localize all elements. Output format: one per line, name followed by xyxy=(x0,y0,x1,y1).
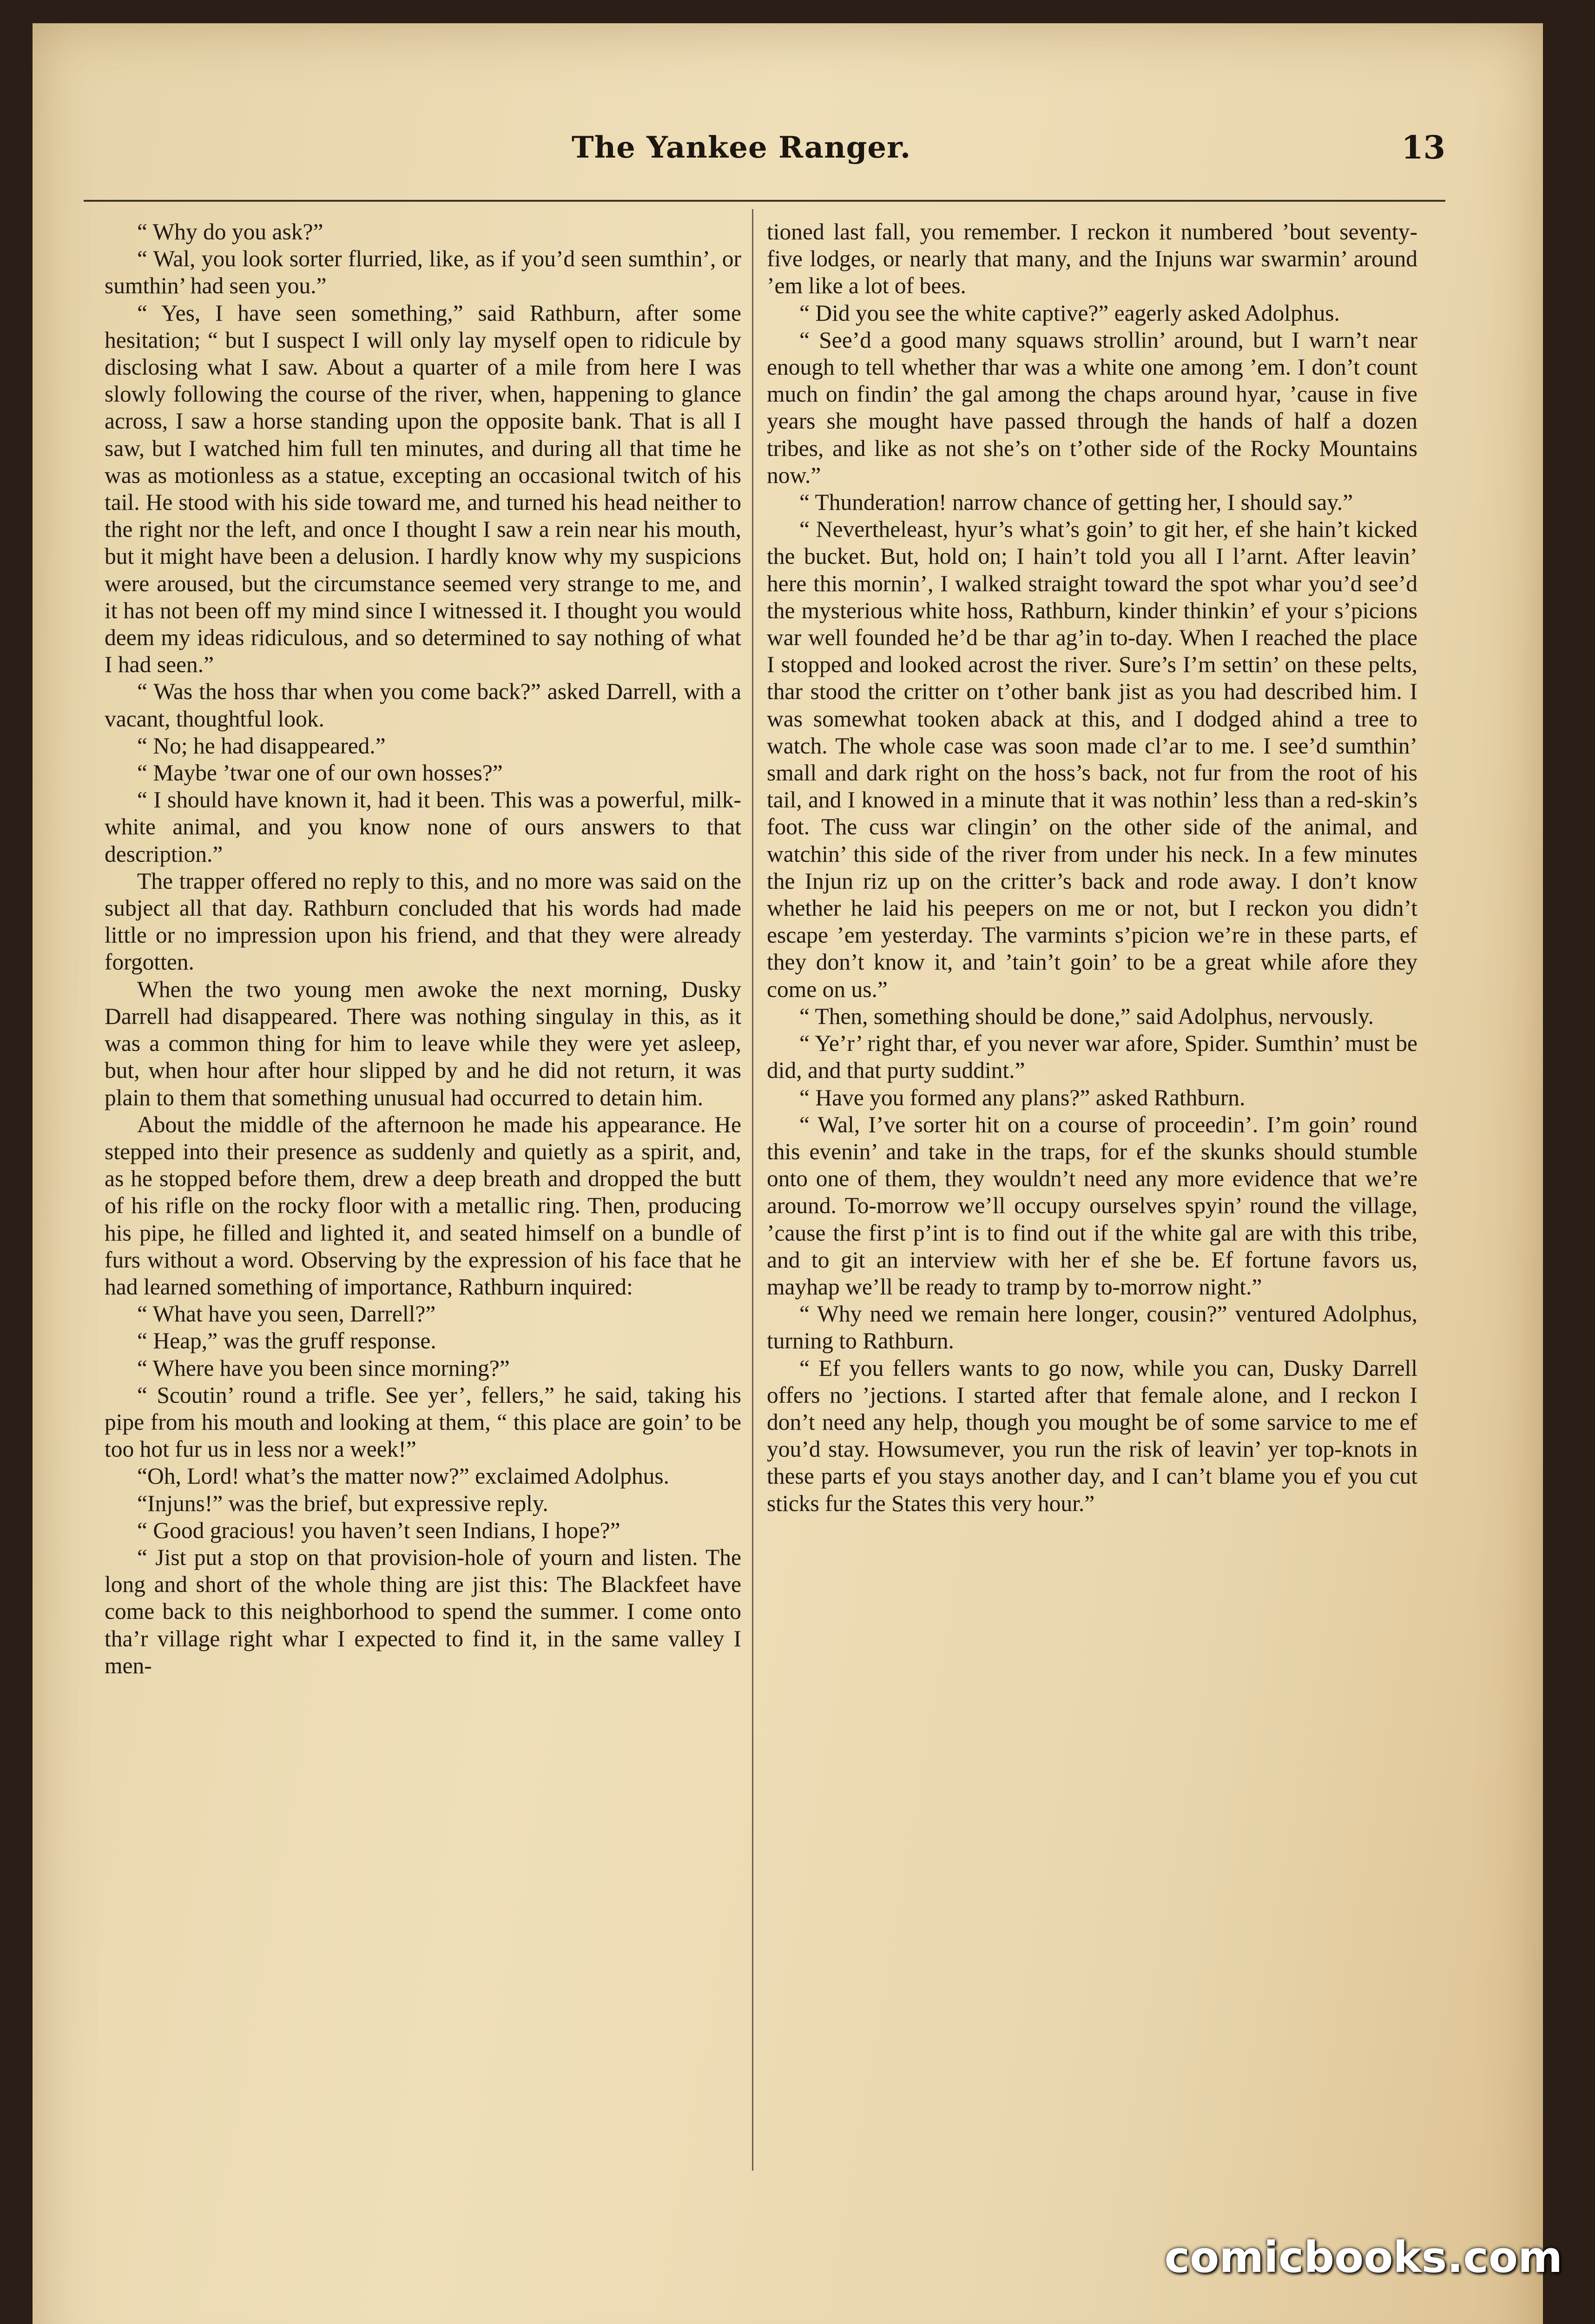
page-number: 13 xyxy=(1401,129,1445,166)
paragraph: “Injuns!” was the brief, but expressive reply. xyxy=(137,1490,548,1516)
paragraph: “ Did you see the white captive?” eagerly asked Adolphus. xyxy=(799,300,1340,326)
paragraph: “ Have you formed any plans?” asked Rathburn. xyxy=(799,1084,1246,1110)
paragraph: “ What have you seen, Darrell?” xyxy=(137,1301,436,1327)
paragraph: About the middle of the afternoon he made his appearance. He stepped into their presence as suddenly and quietly as a spirit, and, as he stopped before them, drew a deep breath and dropped the butt of his rifle on the rocky floor with a metallic ring. Then, producing his pipe, he filled and lighted it, and seated himself on a bundle of furs without a word. Observing by the expression of his face that he had learned something of importance, Rathburn inquired: xyxy=(105,1111,741,1300)
paragraph: “ Maybe ’twar one of our own hosses?” xyxy=(137,760,503,786)
paragraph: “ See’d a good many squaws strollin’ around, but I warn’t near enough to tell whether thar was a white one among ’em. I don’t count much on findin’ the gal among the chaps around hyar, ’cause in five years she mought have passed through the hands of half a dozen tribes, and like as not she’s on t’other side of the Rocky Mountains now.” xyxy=(767,327,1417,488)
paragraph: “ No; he had disappeared.” xyxy=(137,733,386,759)
paragraph: “ Was the hoss thar when you come back?” asked Darrell, with a vacant, thoughtful look. xyxy=(105,679,741,732)
paragraph: “ Ye’r’ right thar, ef you never war afore, Spider. Sumthin’ must be did, and that purty suddint.” xyxy=(767,1030,1417,1083)
paragraph: “ Wal, you look sorter flurried, like, as if you’d seen sumthin’, or sumthin’ had seen you.” xyxy=(105,246,741,299)
paragraph: “ Yes, I have seen something,” said Rathburn, after some hesitation; “ but I suspect I will only lay myself open to ridicule by disclosing what I saw. About a quarter of a mile from here I was slowly following the course of the river, when, happening to glance across, I saw a horse standing upon the opposite bank. That is all I saw, but I watched him full ten minutes, and during all that time he was as motionless as a statue, excepting an occasional twitch of his tail. He stood with his side toward me, and turned his head neither to the right nor the left, and once I thought I saw a rein near his mouth, but it might have been a delusion. I hardly know why my suspicions were aroused, but the circumstance seemed very strange to me, and it has not been off my mind since I witnessed it. I thought you would deem my ideas ridiculous, and so determined to say nothing of what I had seen.” xyxy=(105,300,741,678)
paragraph: “Oh, Lord! what’s the matter now?” exclaimed Adolphus. xyxy=(137,1463,670,1489)
right-column xyxy=(767,218,1417,1517)
paragraph: “ Ef you fellers wants to go now, while you can, Dusky Darrell offers no ’jections. I started after that female alone, and I reckon I don’t need any help, though you mought be of some sarvice to me ef you’d stay. Howsumever, you run the risk of leavin’ yer top-knots in these parts ef you stays another day, and I can’t blame you ef you cut sticks fur the States this very hour.” xyxy=(767,1355,1417,1516)
paragraph: “ Scoutin’ round a trifle. See yer’, fellers,” he said, taking his pipe from his mouth and looking at them, “ this place are goin’ to be too hot fur us in less nor a week!” xyxy=(105,1382,741,1462)
paragraph: tioned last fall, you remember. I reckon it numbered ’bout seventy-five lodges, or nearly that many, and the Injuns war swarmin’ around ’em like a lot of bees. xyxy=(767,219,1417,299)
page-header xyxy=(84,116,1445,191)
column-divider xyxy=(752,209,753,2171)
watermark: comicbooks.com xyxy=(1164,2232,1562,2282)
running-title: The Yankee Ranger. xyxy=(572,130,911,165)
paragraph: “ Nevertheleast, hyur’s what’s goin’ to git her, ef she hain’t kicked the bucket. But, hold on; I hain’t told you all I l’arnt. After leavin’ here this mornin’, I walked straight toward the spot whar you’d see’d the mysterious white hoss, Rathburn, kinder thinkin’ ef your s’picions war well founded he’d be thar ag’in to-day. When I reached the place I stopped and looked acrost the river. Sure’s I’m settin’ on these pelts, thar stood the critter on t’other bank jist as you had described him. I was somewhat tooken aback at this, and I dodged ahind a tree to watch. The whole case was soon made cl’ar to me. I see’d sumthin’ small and dark right on the hoss’s back, not fur from the root of his tail, and I knowed in a minute that it was nothin’ less than a red-skin’s foot. The cuss war clingin’ on the other side of the animal, and watchin’ this side of the river from under his neck. In a few minutes the Injun riz up on the critter’s back and rode away. I don’t know whether he laid his peepers on me or not, but I reckon you didn’t escape ’em yesterday. The varmints s’picion we’re in these parts, ef they don’t know it, and ’tain’t goin’ to be a great while afore they come on us.” xyxy=(767,516,1417,1002)
paragraph: “ Heap,” was the gruff response. xyxy=(137,1328,436,1354)
paragraph: “ Good gracious! you haven’t seen Indians, I hope?” xyxy=(137,1517,620,1543)
paragraph: “ Thunderation! narrow chance of getting her, I should say.” xyxy=(799,489,1353,515)
paragraph: “ Wal, I’ve sorter hit on a course of proceedin’. I’m goin’ round this evenin’ and take in the traps, for ef the skunks should stumble onto one of them, they wouldn’t need any more evidence that we’re around. To-morrow we’ll occupy ourselves spyin’ round the village, ’cause the first p’int is to find out if the white gal are with this tribe, and to git an interview with her ef she be. Ef fortune favors us, mayhap we’ll be ready to tramp by to-morrow night.” xyxy=(767,1111,1417,1300)
paragraph: “ Why do you ask?” xyxy=(137,219,323,244)
left-column xyxy=(105,218,741,1679)
paragraph: “ Then, something should be done,” said Adolphus, nervously. xyxy=(799,1003,1374,1029)
paragraph: “ Where have you been since morning?” xyxy=(137,1355,510,1381)
paragraph: “ I should have known it, had it been. This was a powerful, milk-white animal, and you know none of ours answers to that description.” xyxy=(105,787,741,867)
paragraph: “ Why need we remain here longer, cousin?” ventured Adolphus, turning to Rathburn. xyxy=(767,1301,1417,1354)
paragraph: “ Jist put a stop on that provision-hole of yourn and listen. The long and short of the whole thing are jist this: The Blackfeet have come back to this neighborhood to spend the summer. I come onto tha’r village right whar I expected to find it, in the same valley I men- xyxy=(105,1544,741,1678)
header-rule xyxy=(84,200,1445,202)
paragraph: The trapper offered no reply to this, and no more was said on the subject all that day. Rathburn concluded that his words had made little or no impression upon his friend, and that they were already forgotten. xyxy=(105,868,741,975)
paragraph: When the two young men awoke the next morning, Dusky Darrell had disappeared. There was nothing singulay in this, as it was a common thing for him to leave while they were yet asleep, but, when hour after hour slipped by and he did not return, it was plain to them that something unusual had occurred to detain him. xyxy=(105,976,741,1110)
